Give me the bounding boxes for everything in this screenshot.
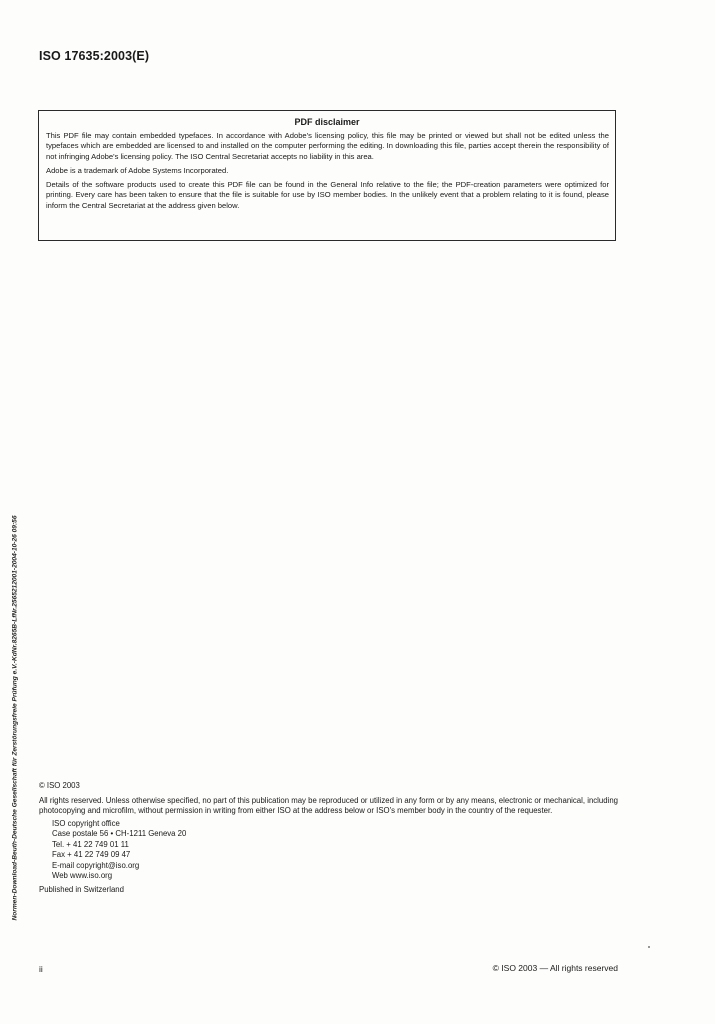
address-web: Web www.iso.org <box>52 871 113 880</box>
disclaimer-paragraph-trademark: Adobe is a trademark of Adobe Systems Incorporated. <box>46 165 229 175</box>
rights-reserved-paragraph: All rights reserved. Unless otherwise specified, no part of this publication may be reproduced or utilized in any form or by any means, electronic or mechanical, including photocopying and microfilm, without permission in writing from either ISO at the address below or ISO's member body in the country of the requester. <box>39 795 618 815</box>
copyright-block <box>39 781 618 895</box>
address-office: ISO copyright office <box>52 818 120 828</box>
footer-copyright: © ISO 2003 — All rights reserved <box>492 963 618 973</box>
page-number: ii <box>39 964 43 974</box>
address-fax: Fax + 41 22 749 09 47 <box>52 850 131 859</box>
copyright-line: © ISO 2003 <box>39 781 80 790</box>
address-postal: Case postale 56 • CH-1211 Geneva 20 <box>52 829 187 838</box>
address-tel: Tel. + 41 22 749 01 11 <box>52 839 129 849</box>
disclaimer-paragraph-typefaces: This PDF file may contain embedded typefaces. In accordance with Adobe's licensing policy, this file may be printed or viewed but shall not be edited unless the typefaces which are embedded are licensed to and installed on the computer performing the editing. In downloading this file, parties accept therein the responsibility of not infringing Adobe's licensing policy. The ISO Central Secretariat accepts no liability in this area. <box>46 131 609 161</box>
pdf-disclaimer-box <box>38 110 616 241</box>
iso-address <box>39 819 618 882</box>
published-in: Published in Switzerland <box>39 884 124 894</box>
download-watermark: Normen-Download-Beuth-Deutsche Gesellschaft für Zerstörungsfreie Prüfung e.V.-KdNr.8265B-LfNr.2565212001-2004-10-26 09:56 <box>11 515 19 921</box>
disclaimer-title: PDF disclaimer <box>294 117 360 127</box>
document-id-header: ISO 17635:2003(E) <box>39 49 150 63</box>
scan-speck <box>648 946 650 948</box>
address-email: E-mail copyright@iso.org <box>52 860 140 870</box>
disclaimer-paragraph-details: Details of the software products used to create this PDF file can be found in the General Info relative to the file; the PDF-creation parameters were optimized for printing. Every care has been taken to ensure that the file is suitable for use by ISO member bodies. In the unlikely event that a problem relating to it is found, please inform the Central Secretariat at the address given below. <box>46 180 609 210</box>
